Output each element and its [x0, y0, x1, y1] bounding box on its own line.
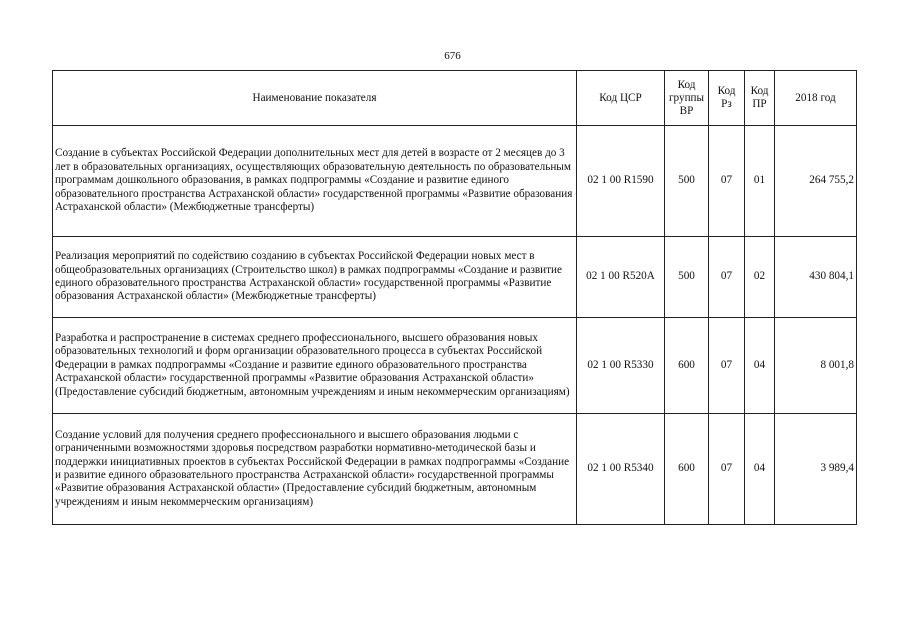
header-pr: Код ПР [745, 71, 775, 126]
row-value: 264 755,2 [775, 126, 857, 237]
table-row [53, 126, 857, 237]
row-csr: 02 1 00 R1590 [577, 126, 665, 237]
row-pr: 01 [745, 126, 775, 237]
row-rz: 07 [709, 237, 745, 318]
header-year: 2018 год [775, 71, 857, 126]
row-name: Создание в субъектах Российской Федерации дополнительных мест для детей в возрасте от 2 месяцев до 3 лет в образовательных организациях, осуществляющих образовательную деятельность по образовательным программам дошкольного образования, в рамках подпрограммы «Создание и развитие единого образовательного пространства Астраханской области» государственной программы «Развитие образования Астраханской области» (Межбюджетные трансферты) [53, 126, 577, 237]
row-rz: 07 [709, 318, 745, 414]
row-csr: 02 1 00 R5340 [577, 414, 665, 525]
header-rz: Код Рз [709, 71, 745, 126]
row-name: Создание условий для получения среднего профессионального и высшего образования людьми с ограниченными возможностями здоровья посредством разработки нормативно-методической базы и поддержки инициативных проектов в субъектах Российской Федерации в рамках подпрограммы «Создание и развитие единого образовательного пространства Астраханской области» государственной программы «Развитие образования Астраханской области» (Предоставление субсидий бюджетным, автономным учреждениям и иным некоммерческим организациям) [53, 414, 577, 525]
header-vr: Код группы ВР [665, 71, 709, 126]
row-rz: 07 [709, 414, 745, 525]
table-header-row [53, 71, 857, 126]
row-csr: 02 1 00 R5330 [577, 318, 665, 414]
row-vr: 600 [665, 414, 709, 525]
row-vr: 500 [665, 237, 709, 318]
page-number: 676 [444, 50, 461, 62]
row-value: 3 989,4 [775, 414, 857, 525]
header-csr: Код ЦСР [577, 71, 665, 126]
row-name: Реализация мероприятий по содействию созданию в субъектах Российской Федерации новых мест в общеобразовательных организациях (Строительство школ) в рамках подпрограммы «Создание и развитие единого образовательного пространства Астраханской области» государственной программы «Развитие образования Астраханской области» (Межбюджетные трансферты) [53, 237, 577, 318]
row-value: 8 001,8 [775, 318, 857, 414]
row-rz: 07 [709, 126, 745, 237]
row-pr: 04 [745, 414, 775, 525]
row-name: Разработка и распространение в системах среднего профессионального, высшего образования новых образовательных технологий и форм организации образовательного процесса в субъектах Российской Федерации в рамках подпрограммы «Создание и развитие единого образовательного пространства Астраханской области» государственной программы «Развитие образования Астраханской области» (Предоставление субсидий бюджетным, автономным учреждениям и иным некоммерческим организациям) [53, 318, 577, 414]
row-pr: 04 [745, 318, 775, 414]
table-row [53, 237, 857, 318]
row-value: 430 804,1 [775, 237, 857, 318]
row-pr: 02 [745, 237, 775, 318]
row-vr: 600 [665, 318, 709, 414]
table-row [53, 318, 857, 414]
row-csr: 02 1 00 R520A [577, 237, 665, 318]
budget-table [52, 70, 857, 525]
row-vr: 500 [665, 126, 709, 237]
header-name: Наименование показателя [53, 71, 577, 126]
table-row [53, 414, 857, 525]
